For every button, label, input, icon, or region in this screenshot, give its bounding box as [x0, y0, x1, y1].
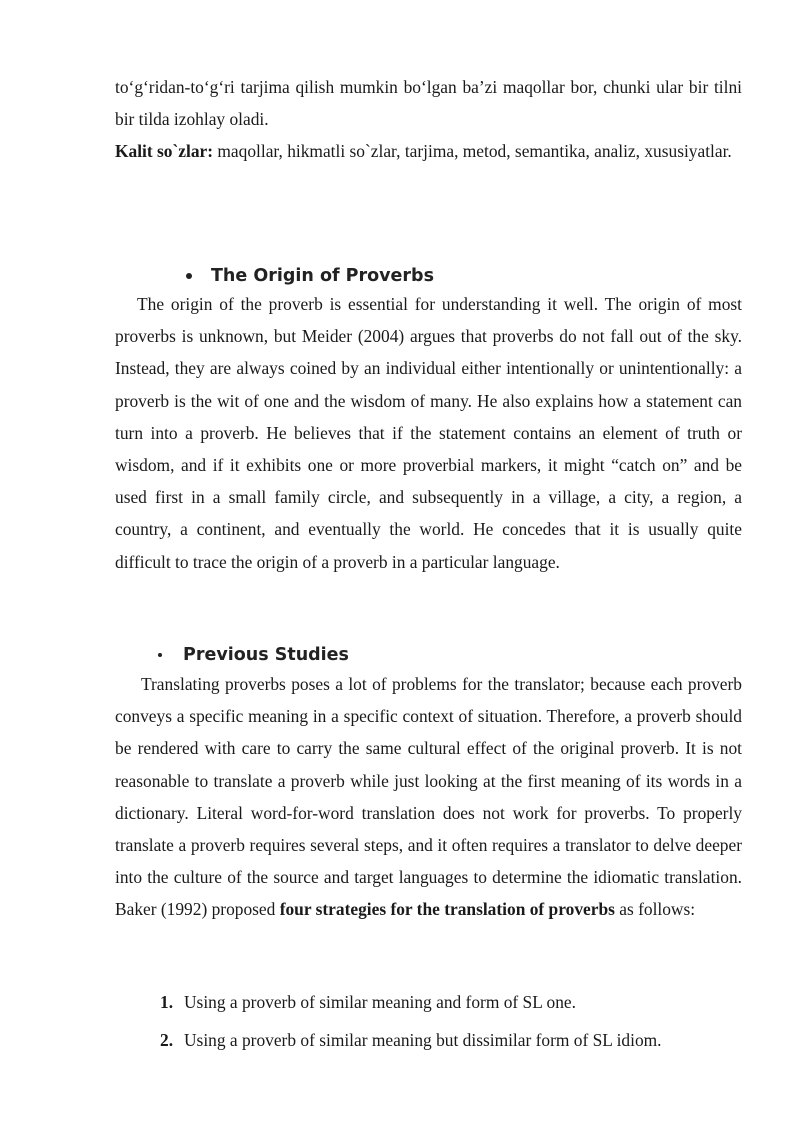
- section-heading-previous-studies: [158, 645, 349, 665]
- keywords-paragraph: [115, 135, 742, 167]
- list-item: [160, 1028, 662, 1052]
- previous-studies-paragraph: Translating proverbs poses a lot of problems for the translator; because each proverb conveys a specific meaning in a specific context of situation. Therefore, a proverb should be rendered with care to carry the same cultural effect of the original proverb. It is not reasonable to translate a proverb while just looking at the first meaning of its words in a dictionary. Literal word-for-word translation does not work for proverbs. To properly translate a proverb requires several steps, and it often requires a translator to delve deeper into the culture of the source and target languages to determine the idiomatic translation. Baker (1992) proposed four strategies for the translation of proverbs as follows:: [115, 674, 742, 920]
- intro-paragraph: to‘g‘ridan-to‘g‘ri tarjima qilish mumkin bo‘lgan ba’zi maqollar bor, chunki ular bir tilni bir tilda izohlay oladi.: [115, 77, 742, 130]
- keywords-label: Kalit so`zlar:: [115, 141, 214, 161]
- section-heading-origin: [186, 266, 434, 286]
- bullet-icon: [186, 273, 192, 279]
- list-item-text: Using a proverb of similar meaning but dissimilar form of SL idiom.: [184, 1030, 662, 1050]
- list-number: 2.: [160, 1030, 174, 1050]
- list-item: [160, 990, 576, 1014]
- section-heading-text: Previous Studies: [183, 645, 349, 665]
- list-item-text: Using a proverb of similar meaning and form of SL one.: [184, 992, 577, 1012]
- origin-paragraph: The origin of the proverb is essential for understanding it well. The origin of most proverbs is unknown, but Meider (2004) argues that proverbs do not fall out of the sky. Instead, they are always coined by an individual either intentionally or unintentionally: a proverb is the wit of one and the wisdom of many. He also explains how a statement can turn into a proverb. He believes that if the statement contains an element of truth or wisdom, and if it exhibits one or more proverbial markers, it might “catch on” and be used first in a small family circle, and subsequently in a village, a city, a region, a country, a continent, and eventually the world. He concedes that it is usually quite difficult to trace the origin of a proverb in a particular language.: [115, 294, 742, 572]
- list-number: 1.: [160, 992, 174, 1012]
- strategies-emphasis: four strategies for the translation of proverbs: [279, 899, 615, 920]
- bullet-icon: [158, 653, 162, 657]
- keywords-list: maqollar, hikmatli so`zlar, tarjima, metod, semantika, analiz, xususiyatlar.: [213, 141, 732, 161]
- section-heading-text: The Origin of Proverbs: [211, 266, 434, 286]
